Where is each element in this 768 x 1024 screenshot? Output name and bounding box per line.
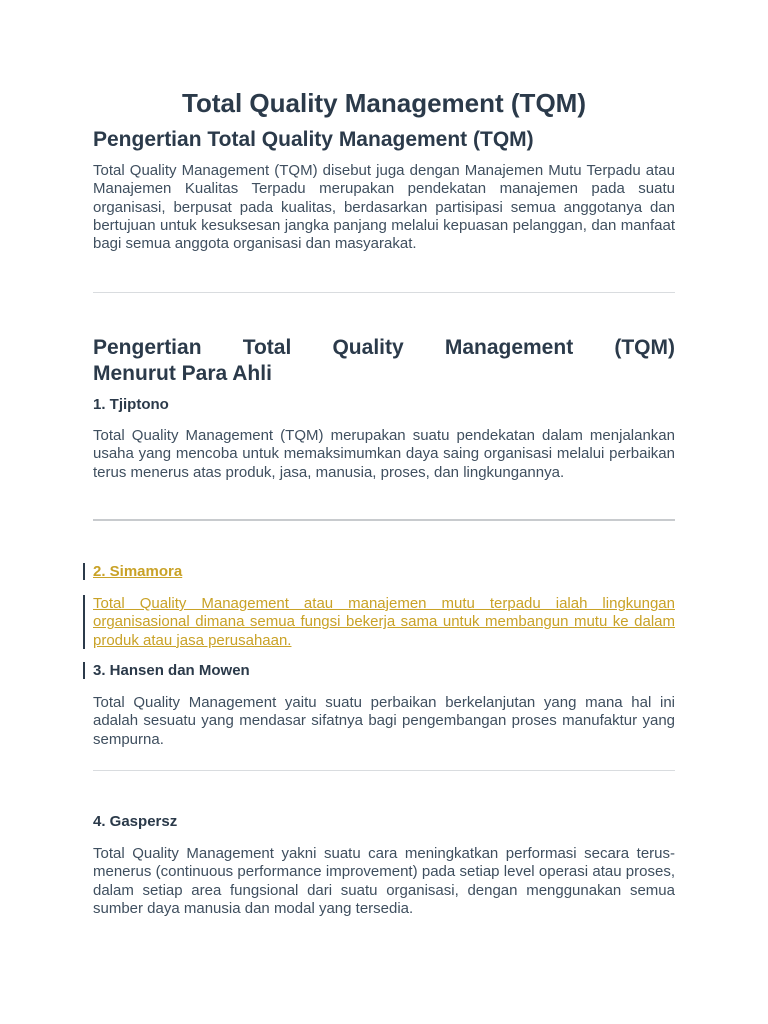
expert-divider <box>93 519 675 521</box>
section1-heading: Pengertian Total Quality Management (TQM) <box>93 128 534 151</box>
text-cursor-marker <box>83 563 85 580</box>
expert-name: 1. Tjiptono <box>93 396 169 413</box>
text-cursor-marker <box>83 595 85 649</box>
section-divider <box>93 292 675 293</box>
expert-body: Total Quality Management (TQM) merupakan suatu pendekatan dalam menjalankan usaha yang mencoba untuk memaksimumkan daya saing organisasi melalui perbaikan terus menerus atas produk, jasa, manusia, proses, dan lingkungannya. <box>93 427 675 481</box>
section1-body: Total Quality Management (TQM) disebut juga dengan Manajemen Mutu Terpadu atau Manajemen Kualitas Terpadu merupakan pendekatan manajemen pada suatu organisasi, berpusat pada kualitas, berdasarkan partisipasi semua anggotanya dan bertujuan untuk kesuksesan jangka panjang melalui kepuasan pelanggan, dan manfaat bagi semua anggota organisasi dan masyarakat. <box>93 162 675 253</box>
expert-body: Total Quality Management yaitu suatu perbaikan berkelanjutan yang mana hal ini adalah sesuatu yang mendasar sifatnya bagi pengembangan proses manufaktur yang sempurna. <box>93 694 675 748</box>
expert-body: Total Quality Management yakni suatu cara meningkatkan performasi secara terus-menerus (continuous performance improvement) pada setiap level operasi atau proses, dalam setiap area fungsional dari suatu organisasi, dengan menggunakan semua sumber daya manusia dan modal yang tersedia. <box>93 845 675 917</box>
section2-heading-line1: Pengertian Total Quality Management (TQM) <box>93 336 675 359</box>
expert-name: 3. Hansen dan Mowen <box>93 662 250 679</box>
expert-name: 4. Gaspersz <box>93 813 178 830</box>
expert-divider <box>93 770 675 771</box>
section2-heading <box>93 335 675 387</box>
text-cursor-marker <box>83 662 85 679</box>
section2-heading-line2: Menurut Para Ahli <box>93 362 272 385</box>
expert-name-link[interactable]: 2. Simamora <box>93 563 183 580</box>
expert-body-link[interactable]: Total Quality Management atau manajemen mutu terpadu ialah lingkungan organisasional dimana semua fungsi bekerja sama untuk membangun mutu ke dalam produk atau jasa perusahaan. <box>93 595 675 649</box>
document-title: Total Quality Management (TQM) <box>182 88 586 118</box>
